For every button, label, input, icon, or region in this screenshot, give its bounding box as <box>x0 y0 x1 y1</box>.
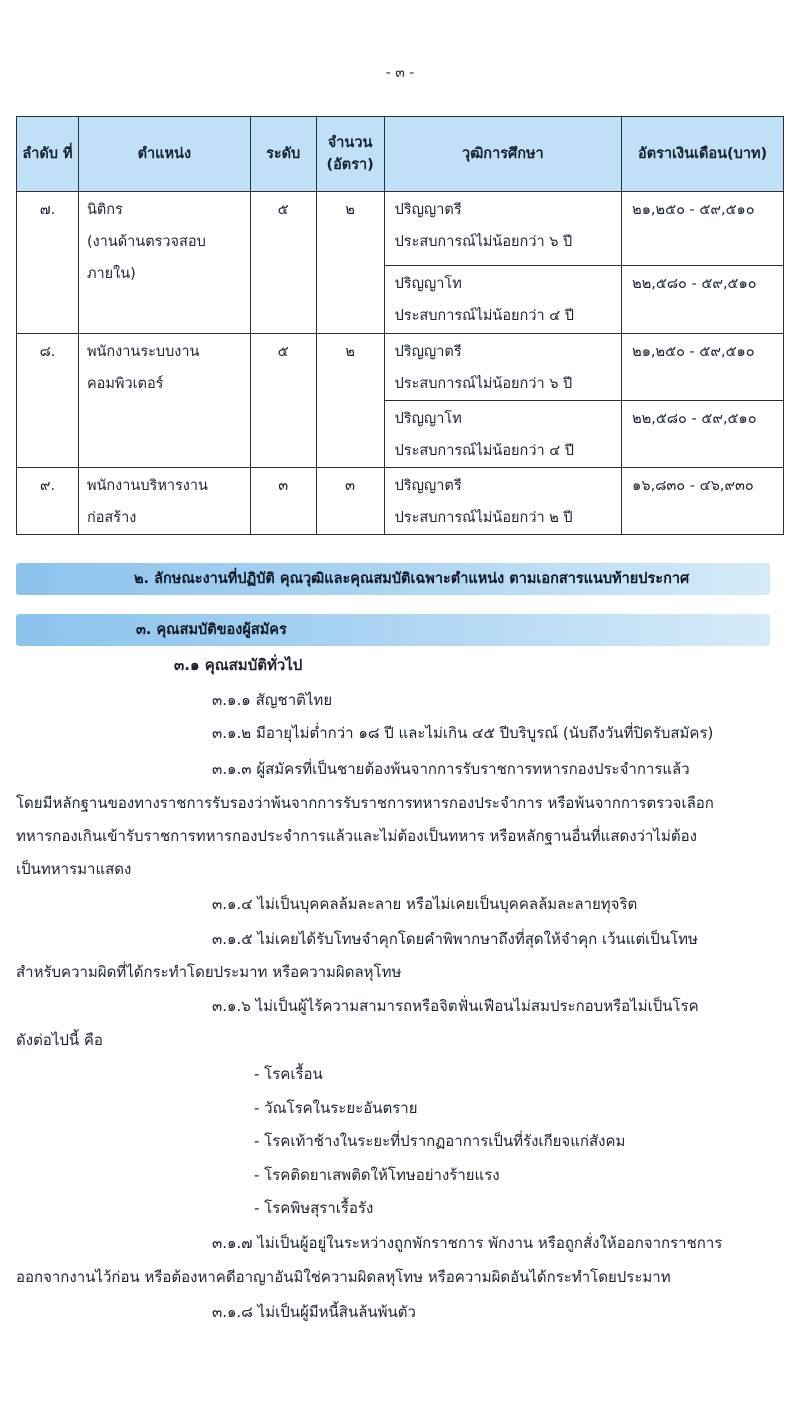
item-3-1-3-cont: โดยมีหลักฐานของทางราชการรับรองว่าพ้นจากการรับราชการทหารกองประจำการ หรือพ้นจากการตรวจเลือก <box>16 794 714 812</box>
item-3-1-8: ๓.๑.๘ ไม่เป็นผู้มีหนี้สินล้นพ้นตัว <box>212 1303 416 1321</box>
item-3-1-5: ๓.๑.๕ ไม่เคยได้รับโทษจำคุกโดยคำพิพากษาถึงที่สุดให้จำคุก เว้นแต่เป็นโทษ <box>212 930 698 948</box>
cell-position <box>78 334 250 468</box>
item-3-1-3-cont: ทหารกองเกินเข้ารับราชการทหารกองประจำการแล้วและไม่ต้องเป็นทหาร หรือหลักฐานอื่นที่แสดงว่าไม่ต้อง <box>16 827 697 845</box>
cell-education <box>384 334 622 401</box>
cell-order: ๙. <box>17 468 79 535</box>
item-3-1-3: ๓.๑.๓ ผู้สมัครที่เป็นชายต้องพ้นจากการรับราชการทหารกองประจำการแล้ว <box>212 760 690 778</box>
header-level: ระดับ <box>250 117 316 192</box>
item-3-1-6: ๓.๑.๖ ไม่เป็นผู้ไร้ความสามารถหรือจิตฟั่นเฟือนไม่สมประกอบหรือไม่เป็นโรค <box>212 997 699 1015</box>
section-3-heading: ๓. คุณสมบัติของผู้สมัคร <box>136 622 287 638</box>
experience-text: ประสบการณ์ไม่น้อยกว่า ๖ ปี <box>394 234 573 250</box>
cell-education <box>384 192 622 266</box>
disease-item: - โรคพิษสุราเรื้อรัง <box>254 1199 374 1217</box>
cell-level: ๕ <box>250 192 316 334</box>
cell-position <box>78 192 250 334</box>
item-3-1-7: ๓.๑.๗ ไม่เป็นผู้อยู่ในระหว่างถูกพักราชการ พักงาน หรือถูกสั่งให้ออกจากราชการ <box>212 1234 723 1252</box>
item-3-1-6-cont: ดังต่อไปนี้ คือ <box>16 1031 103 1049</box>
experience-text: ประสบการณ์ไม่น้อยกว่า ๒ ปี <box>394 510 573 526</box>
cell-education <box>384 401 622 468</box>
header-position: ตำแหน่ง <box>78 117 250 192</box>
cell-order: ๗. <box>17 192 79 334</box>
section-2-heading-bar <box>16 563 770 595</box>
cell-order: ๘. <box>17 334 79 468</box>
position-line: นิติกร <box>86 202 123 218</box>
disease-item: - วัณโรคในระยะอันตราย <box>254 1099 418 1117</box>
cell-salary: ๒๑,๒๕๐ - ๕๙,๕๑๐ <box>622 334 784 401</box>
degree-text: ปริญญาตรี <box>394 344 462 360</box>
subsection-heading: ๓.๑ คุณสมบัติทั่วไป <box>174 656 303 674</box>
position-line: คอมพิวเตอร์ <box>86 376 164 392</box>
item-3-1-2: ๓.๑.๒ มีอายุไม่ต่ำกว่า ๑๘ ปี และไม่เกิน ๔๕ ปีบริบูรณ์ (นับถึงวันที่ปิดรับสมัคร) <box>212 724 714 742</box>
cell-position <box>78 468 250 535</box>
section-2-heading: ๒. ลักษณะงานที่ปฏิบัติ คุณวุฒิและคุณสมบัติเฉพาะตำแหน่ง ตามเอกสารแนบท้ายประกาศ <box>134 571 690 587</box>
cell-salary: ๒๒,๕๘๐ - ๕๙,๕๑๐ <box>622 266 784 334</box>
cell-education <box>384 468 622 535</box>
position-line: พนักงานบริหารงาน <box>86 478 208 494</box>
table-header-row <box>17 117 784 192</box>
header-order: ลำดับ ที่ <box>17 117 79 192</box>
experience-text: ประสบการณ์ไม่น้อยกว่า ๔ ปี <box>394 308 575 324</box>
disease-item: - โรคเท้าช้างในระยะที่ปรากฏอาการเป็นที่รังเกียจแก่สังคม <box>254 1132 626 1150</box>
degree-text: ปริญญาโท <box>394 276 462 292</box>
degree-text: ปริญญาโท <box>394 411 462 427</box>
table-row <box>17 192 784 266</box>
section-3-heading-bar <box>16 614 770 646</box>
disease-item: - โรคเรื้อน <box>254 1065 323 1083</box>
position-line: ก่อสร้าง <box>86 510 137 526</box>
cell-salary: ๒๑,๒๕๐ - ๕๙,๕๑๐ <box>622 192 784 266</box>
cell-education <box>384 266 622 334</box>
item-3-1-1: ๓.๑.๑ สัญชาติไทย <box>212 691 333 709</box>
experience-text: ประสบการณ์ไม่น้อยกว่า ๖ ปี <box>394 376 573 392</box>
position-line: (งานด้านตรวจสอบ <box>86 234 206 250</box>
table-row <box>17 468 784 535</box>
disease-item: - โรคติดยาเสพติดให้โทษอย่างร้ายแรง <box>254 1166 500 1184</box>
header-salary: อัตราเงินเดือน(บาท) <box>622 117 784 192</box>
cell-level: ๓ <box>250 468 316 535</box>
item-3-1-5-cont: สำหรับความผิดที่ได้กระทำโดยประมาท หรือความผิดลหุโทษ <box>16 963 402 981</box>
header-count: จำนวน (อัตรา) <box>316 117 384 192</box>
cell-count: ๓ <box>316 468 384 535</box>
item-3-1-7-cont: ออกจากงานไว้ก่อน หรือต้องหาคดีอาญาอันมิใช่ความผิดลหุโทษ หรือความผิดอันได้กระทำโดยประมาท <box>16 1268 671 1286</box>
position-line: พนักงานระบบงาน <box>86 344 200 360</box>
cell-count: ๒ <box>316 192 384 334</box>
item-3-1-4: ๓.๑.๔ ไม่เป็นบุคคลล้มละลาย หรือไม่เคยเป็นบุคคลล้มละลายทุจริต <box>212 895 638 913</box>
experience-text: ประสบการณ์ไม่น้อยกว่า ๔ ปี <box>394 443 575 459</box>
degree-text: ปริญญาตรี <box>394 202 462 218</box>
header-education: วุฒิการศึกษา <box>384 117 622 192</box>
cell-level: ๕ <box>250 334 316 468</box>
cell-salary: ๑๖,๘๓๐ - ๔๖,๙๓๐ <box>622 468 784 535</box>
cell-salary: ๒๒,๕๘๐ - ๕๙,๕๑๐ <box>622 401 784 468</box>
degree-text: ปริญญาตรี <box>394 478 462 494</box>
page-number: - ๓ - <box>385 65 415 81</box>
positions-table <box>16 116 784 535</box>
cell-count: ๒ <box>316 334 384 468</box>
position-line: ภายใน) <box>86 266 136 282</box>
table-row <box>17 334 784 401</box>
item-3-1-3-cont: เป็นทหารมาแสดง <box>16 860 132 878</box>
